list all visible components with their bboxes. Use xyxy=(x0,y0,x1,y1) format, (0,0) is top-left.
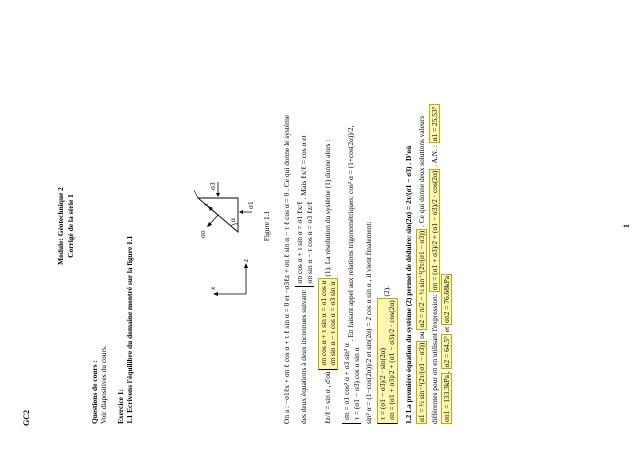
label-tau: τ xyxy=(201,203,210,206)
system-1: σn cos α + τ sin α = σ1 ℓx/ℓ σn sin α − τ cos α = σ3 ℓz/ℓ xyxy=(295,201,314,287)
label-sigma-3: σ3 xyxy=(208,182,217,190)
exercise-item-1-1: 1.1 Ecrivons l'équilibre du domaine montré sur la figure 1.1 xyxy=(125,235,135,424)
alpha-2-value: α2 = 64.5° xyxy=(442,336,452,368)
body-line-2: des deux équations à deux inconnues suivant: σn cos α + τ sin α = σ1 ℓx/ℓ σn sin α − τ cos α = σ3 ℓz/ℓ . Mais ℓx/ℓ = cos α et xyxy=(295,135,314,424)
body-line-1: On a : −σ1ℓx + σn ℓ cos α + τ ℓ sin α = 0 et −σ3ℓz + σn ℓ sin α − τ ℓ cos α = 0 . Ce qui donne le système xyxy=(282,114,291,424)
course-code: GC2 xyxy=(22,410,31,426)
alpha-1-value: α1 = 25.53° xyxy=(430,106,439,142)
body-text xyxy=(282,26,452,424)
label-alpha: α xyxy=(228,218,237,222)
body-line-5: sin² α = (1−cos(2α))/2 et sin(2α) = 2 cos α sin α , il vient finalement: xyxy=(363,221,373,424)
alpha-1-expr: α1 = ½ sin⁻¹(2τ/(σ1 − σ3)) xyxy=(416,342,426,422)
figure-caption: Figure 1.1 xyxy=(262,210,271,242)
alpha-line: α1 = ½ sin⁻¹(2τ/(σ1 − σ3)) ou α2 = π/2 − ½ sin⁻¹(2τ/(σ1 − σ3)) . Ce qui donne deux solutions valeurs xyxy=(416,115,426,422)
item-1-2: 1.2 La première équation du système (2) permet de déduire: sin(2α) = 2τ/(σ1 − σ3) . D'où xyxy=(403,145,413,424)
figure-1-1 xyxy=(168,172,258,302)
module-title: Module: Géotechnique 2 xyxy=(56,187,65,265)
body-line-4: σn = σ1 cos² α + σ3 sin² α τ = (σ1 − σ3) cos α sin α . En faisant appel aux relations trigonométriques: cos² α = (1+cos(2α))/2, xyxy=(342,26,361,424)
subtitle: Corrigé de la série 1 xyxy=(66,194,75,258)
exercise-title: Exercice 1: xyxy=(116,389,125,424)
result-tag: (2). xyxy=(381,285,391,297)
body-line-3: ℓz/ℓ = sin α , d'où σn cos α + τ sin α = σ1 cos α σn sin α − τ cos α = σ3 sin α (1). La résolution du système (1) donne alors : xyxy=(318,139,337,424)
label-z: z xyxy=(241,259,250,262)
questions-text: Voir diapositives du cours. xyxy=(99,345,109,424)
sigma-expr: σn = (σ1 + σ3)/2 + (σ1 − σ3)/2 · cos(2α) xyxy=(430,170,439,291)
system-3: σn = σ1 cos² α + σ3 sin² α τ = (σ1 − σ3) cos α sin α xyxy=(342,343,361,424)
label-sigma-1: σ1 xyxy=(246,201,255,209)
result-block xyxy=(377,26,398,424)
system-2: σn cos α + τ sin α = σ1 cos α σn sin α − τ cos α = σ3 sin α xyxy=(318,278,339,369)
page-number: 1 xyxy=(622,224,631,228)
figure-diagram xyxy=(168,172,258,302)
questions-title: Questions de cours : xyxy=(90,360,99,424)
label-sigma-n: σn xyxy=(198,230,207,238)
sigma-n1-value: σn1 = 133.3kPa xyxy=(442,375,452,422)
result-sigma: σn = (σ1 + σ3)/2 + (σ1 − σ3)/2 · cos(2α) xyxy=(387,300,397,420)
sigma-n2-value: σn2 = 76.68kPa xyxy=(442,276,452,323)
label-x: x xyxy=(208,286,217,290)
result-tau: τ = (σ1 − σ3)/2 · sin(2α) xyxy=(378,348,387,420)
values-line-2: σn1 = 133.3kPa, α2 = 64.5° et σn2 = 76.68kPa xyxy=(442,276,452,422)
values-line: différentes pour σn en utilisant l'expression: σn = (σ1 + σ3)/2 + (σ1 − σ3)/2 · cos(2α) . A.N. : α1 = 25.53° xyxy=(430,106,439,424)
alpha-2-expr: α2 = π/2 − ½ sin⁻¹(2τ/(σ1 − σ3)) xyxy=(416,230,426,328)
